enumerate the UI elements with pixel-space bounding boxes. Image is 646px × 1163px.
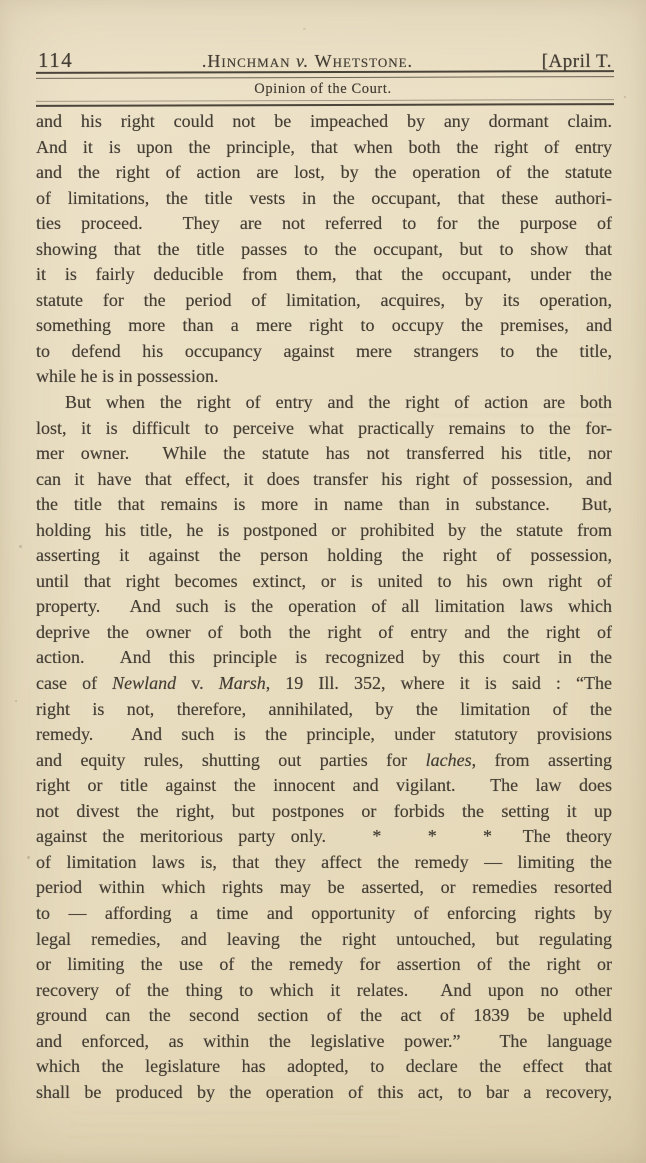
text-line: until that right becomes extinct, or is united to his own right of [36, 570, 612, 591]
text-line: right or title against the innocent and vigilant. The law does [36, 775, 612, 796]
header-rule-bottom [36, 99, 614, 107]
text-line: and the right of action are lost, by the operation of the statute [36, 162, 612, 183]
text-line: mer owner. While the statute has not transferred his title, nor [36, 443, 612, 464]
text-line: and enforced, as within the legislative power.” The language [36, 1030, 612, 1051]
opinion-label: Opinion of the Court. [254, 81, 392, 97]
text-line: which the legislature has adopted, to declare the effect that [36, 1056, 612, 1077]
text-line: against the meritorious party only. * * * The theory [36, 826, 612, 847]
text-line: to — affording a time and opportunity of enforcing rights by [36, 902, 612, 923]
header-rule-top [36, 70, 614, 79]
text-line: recovery of the thing to which it relates. And upon no other [36, 979, 612, 1000]
text-line: shall be produced by the operation of this act, to bar a recovery, [36, 1081, 612, 1102]
text-line: statute for the period of limitation, acquires, by its operation, [36, 289, 612, 310]
text-line: holding his title, he is postponed or prohibited by the statute from [36, 519, 612, 540]
text-line: period within which rights may be asserted, or remedies resorted [36, 877, 612, 898]
case-title: .Hinchman v. Whetstone. [201, 51, 414, 71]
show-through-smudge [70, 1112, 401, 1138]
text-line: not divest the right, but postpones or forbids the setting it up [36, 800, 612, 821]
text-line: while he is in possession. [36, 366, 219, 387]
text-line: action. And this principle is recognized by this court in the [36, 647, 612, 668]
text-line: it is fairly deducible from them, that the occupant, under the [36, 264, 612, 285]
text-line: of limitation laws is, that they affect the remedy — limiting the [36, 851, 612, 872]
dust-speck [19, 545, 22, 548]
text-line: But when the right of entry and the right of action are both [65, 392, 612, 413]
text-line: and his right could not be impeached by any dormant claim. [36, 111, 612, 131]
term-label: [April T. [541, 51, 612, 72]
dust-speck [303, 28, 306, 30]
text-line: deprive the owner of both the right of entry and the right of [36, 621, 612, 642]
text-line: lost, it is difficult to perceive what practically remains to the for- [36, 417, 612, 438]
text-line: remedy. And such is the principle, under statutory provisions [36, 724, 612, 745]
text-line: to defend his occupancy against mere strangers to the title, [36, 340, 612, 361]
text-line: showing that the title passes to the occupant, but to show that [36, 238, 612, 259]
text-line: the title that remains is more in name than in substance. But, [36, 494, 612, 515]
text-line: of limitations, the title vests in the occupant, that these authori- [36, 187, 612, 208]
text-line: ties proceed. They are not referred to for the purpose of [36, 213, 612, 234]
text-line: asserting it against the person holding the right of possession, [36, 545, 612, 566]
page-header [38, 48, 612, 73]
text-line: property. And such is the operation of all limitation laws which [36, 596, 612, 617]
text-line: something more than a mere right to occupy the premises, and [36, 315, 612, 336]
body-text [36, 109, 612, 1105]
dust-speck [15, 700, 17, 702]
text-line: case of Newland v. Marsh, 19 Ill. 352, where it is said : “The [36, 673, 612, 694]
text-line: And it is upon the principle, that when both the right of entry [36, 136, 612, 157]
page-number: 114 [38, 48, 74, 72]
text-line: ground can the second section of the act of 1839 be upheld [36, 1005, 612, 1026]
text-line: legal remedies, and leaving the right untouched, but regulating [36, 928, 612, 949]
text-line: right is not, therefore, annihilated, by the limitation of the [36, 698, 612, 719]
dust-speck [27, 856, 30, 859]
text-line: can it have that effect, it does transfer his right of possession, and [36, 468, 612, 489]
text-line: or limiting the use of the remedy for assertion of the right or [36, 954, 612, 975]
text-line: and equity rules, shutting out parties for laches, from asserting [36, 749, 612, 770]
